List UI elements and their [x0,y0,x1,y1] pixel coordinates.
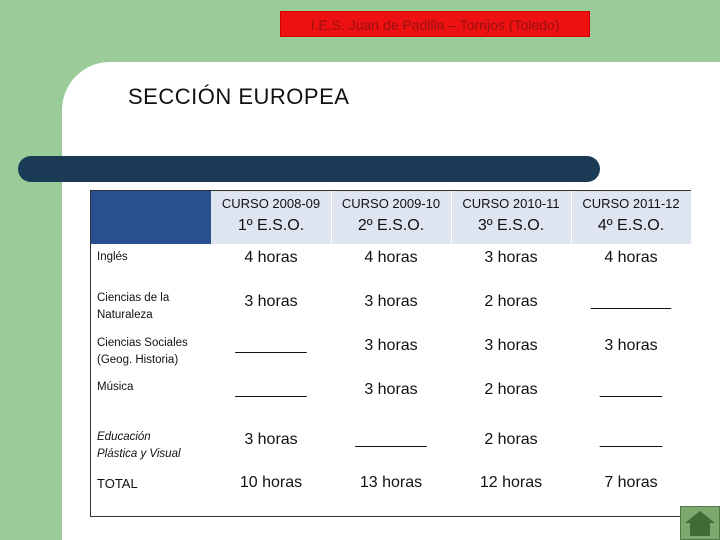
column-header-curso: CURSO 2008-09 [221,196,321,211]
table-cell: 3 horas [364,337,418,354]
table-cell: 3 horas [604,337,658,354]
column-header-curso: CURSO 2009-10 [341,196,441,211]
table-cell-empty: _________ [590,293,672,310]
row-label-line: Ciencias de la [97,292,170,304]
row-label-line: Educación [97,431,151,443]
table-cell-total: 13 horas [359,474,423,491]
table-cell-empty: _______ [599,381,663,398]
column-header-eso: 2º E.S.O. [357,217,425,234]
table-cell: 4 horas [604,249,658,266]
table-cell-empty: _______ [599,431,663,448]
table-cell: 3 horas [244,293,298,310]
table-cell: 3 horas [364,293,418,310]
column-header-curso: CURSO 2011-12 [582,196,680,211]
school-header: I.E.S. Juan de Padilla – Torrijos (Toledo) [280,11,590,37]
table-cell: 2 horas [484,431,538,448]
row-label-line: Naturaleza [97,309,153,321]
page-title: SECCIÓN EUROPEA [128,84,350,109]
table-corner-cell [91,191,211,244]
row-label-ciencias-sociales [97,335,188,369]
table-cell: 4 horas [244,249,298,266]
table-cell-total: 12 horas [479,474,543,491]
table-cell-empty: ________ [235,337,307,354]
column-header-curso: CURSO 2010-11 [462,196,560,211]
table-cell-total: 10 horas [239,474,303,491]
home-icon[interactable] [680,506,720,540]
table-cell: 3 horas [244,431,298,448]
table-cell-total: 7 horas [604,474,658,491]
row-label-educacion-plastica [97,429,181,463]
column-header-eso: 3º E.S.O. [477,217,545,234]
table-cell-empty: ________ [235,381,307,398]
table-cell: 2 horas [484,381,538,398]
table-cell: 3 horas [364,381,418,398]
row-label-ingles: Inglés [97,251,128,263]
column-header-eso: 4º E.S.O. [597,217,665,234]
row-label-total: TOTAL [97,476,138,491]
schedule-table [90,190,691,517]
row-label-line: Plástica y Visual [97,448,181,460]
row-label-musica: Música [97,381,134,393]
decorative-bar [18,156,600,182]
table-cell: 4 horas [364,249,418,266]
row-label-ciencias-naturaleza [97,290,169,324]
table-cell-empty: ________ [355,431,427,448]
table-cell: 3 horas [484,337,538,354]
row-label-line: Ciencias Sociales [97,337,188,349]
row-label-line: (Geog. Historia) [97,354,179,366]
table-cell: 2 horas [484,293,538,310]
table-cell: 3 horas [484,249,538,266]
home-icon-glyph [681,507,719,539]
column-header-eso: 1º E.S.O. [237,217,305,234]
